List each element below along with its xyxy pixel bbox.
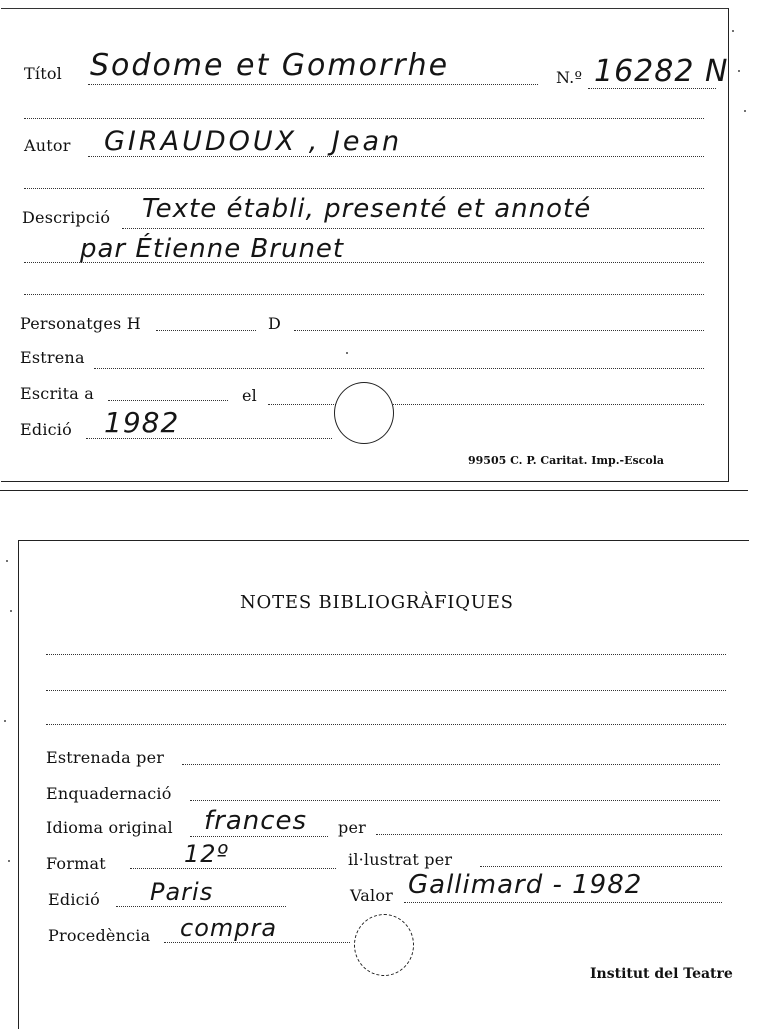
idioma-per-label: per — [338, 818, 366, 837]
punch-hole-front — [334, 382, 394, 444]
idioma-line — [190, 836, 328, 837]
il-lustrat-line — [480, 866, 722, 867]
personatges-d-label: D — [268, 314, 282, 333]
valor-value: Gallimard - 1982 — [408, 870, 643, 900]
estrenada-label: Estrenada per — [46, 748, 165, 767]
valor-line — [404, 902, 722, 903]
escrita-a-line — [108, 400, 228, 401]
autor-value: GIRAUDOUX , Jean — [104, 126, 403, 157]
estrenada-line — [182, 764, 720, 765]
titol-extra-line — [24, 118, 704, 119]
personatges-h-line — [156, 330, 256, 331]
edicio-value: 1982 — [104, 406, 180, 439]
numero-label: N.º — [556, 68, 583, 87]
punch-hole-back — [354, 914, 414, 976]
format-line — [130, 868, 336, 869]
escrita-el-line — [268, 404, 704, 405]
scan-speck — [10, 610, 12, 612]
descripcio-value-2: par Étienne Brunet — [80, 234, 345, 264]
descripcio-line-3 — [24, 294, 704, 295]
notes-line-1 — [46, 654, 726, 655]
institution-name: Institut del Teatre — [590, 966, 733, 982]
titol-label: Títol — [24, 64, 62, 83]
procedencia-line — [164, 942, 350, 943]
personatges-d-line — [294, 330, 704, 331]
numero-value: 16282 N — [594, 54, 729, 89]
numero-line — [588, 88, 716, 89]
format-label: Format — [46, 854, 106, 873]
printer-imprint: 99505 C. P. Caritat. Imp.-Escola — [468, 454, 665, 467]
back-edicio-value: Paris — [150, 878, 214, 906]
escrita-label: Escrita a — [20, 384, 95, 403]
idioma-value: frances — [204, 806, 308, 836]
notes-line-3 — [46, 724, 726, 725]
scan-speck — [738, 70, 740, 72]
notes-line-2 — [46, 690, 726, 691]
scan-speck — [732, 30, 734, 32]
idioma-label: Idioma original — [46, 818, 173, 837]
personatges-label: Personatges H — [20, 314, 141, 333]
scan-speck — [346, 352, 348, 354]
procedencia-label: Procedència — [48, 926, 151, 945]
autor-label: Autor — [24, 136, 71, 155]
descripcio-label: Descripció — [22, 208, 111, 227]
notes-heading: NOTES BIBLIOGRÀFIQUES — [240, 592, 514, 613]
autor-extra-line — [24, 188, 704, 189]
valor-label: Valor — [350, 886, 394, 905]
descripcio-value-1: Texte établi, presenté et annoté — [142, 194, 592, 224]
scan-speck — [6, 560, 8, 562]
estrena-line — [94, 368, 704, 369]
descripcio-line-1 — [122, 228, 704, 229]
procedencia-value: compra — [180, 914, 278, 942]
edicio-label: Edició — [20, 420, 72, 439]
estrena-label: Estrena — [20, 348, 85, 367]
titol-line — [88, 84, 538, 85]
format-value: 12º — [184, 840, 229, 868]
idioma-per-line — [376, 834, 722, 835]
scan-speck — [8, 860, 10, 862]
scan-speck — [744, 110, 746, 112]
card-separator-line — [0, 490, 748, 491]
enquadernacio-label: Enquadernació — [46, 784, 172, 803]
enquadernacio-line — [190, 800, 720, 801]
back-edicio-label: Edició — [48, 890, 100, 909]
il-lustrat-label: il·lustrat per — [348, 850, 453, 869]
titol-value: Sodome et Gomorrhe — [90, 48, 450, 83]
scan-speck — [4, 720, 6, 722]
escrita-el-label: el — [242, 386, 257, 405]
back-edicio-line — [116, 906, 286, 907]
